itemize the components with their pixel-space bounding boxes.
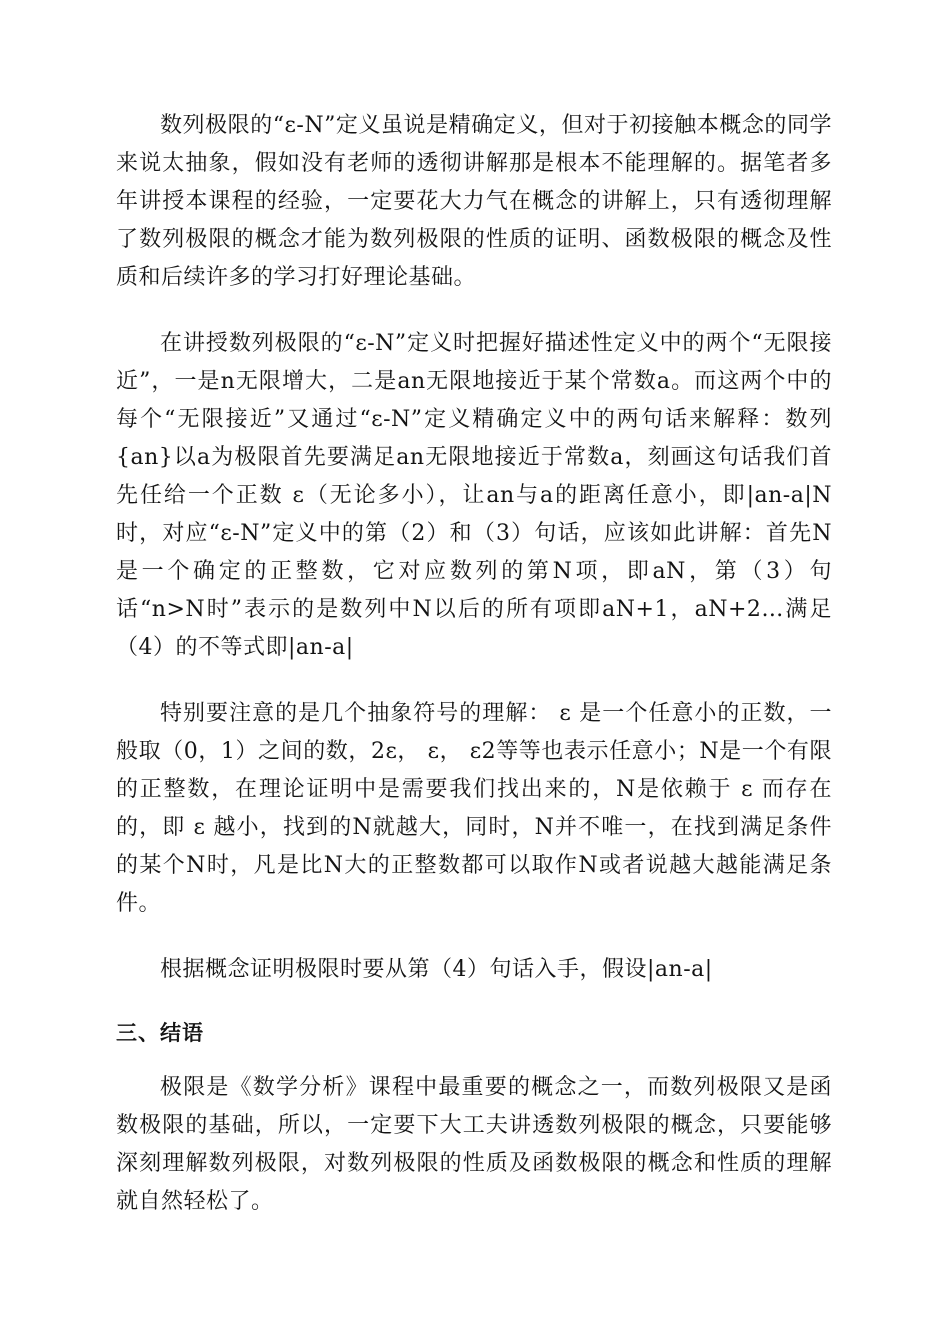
paragraph-proof-method: 根据概念证明极限时要从第（4）句话入手，假设|an-a| xyxy=(160,957,713,982)
paragraph-teaching-approach: 在讲授数列极限的“ε-N”定义时把握好描述性定义中的两个“无限接近”，一是n无限增大，二是an无限地接近于某个常数a。而这两个中的每个“无限接近”又通过“ε-N”定义精确定义中的两句话来解释：数列{an}以a为极限首先要满足an无限地接近于常数a，刻画这句话我们首先任给一个正数 ε（无论多小），让an与a的距离任意小，即|an-a|N时，对应“ε-N”定义中的第（2）和（3）句话，应该如此讲解：首先N是一个确定的正整数，它对应数列的第N项，即aN，第（3）句话“n>N时”表示的是数列中N以后的所有项即aN+1，aN+2…满足（4）的不等式即|an-a| xyxy=(116,331,832,660)
paragraph-conclusion: 极限是《数学分析》课程中最重要的概念之一，而数列极限又是函数极限的基础，所以，一定要下大工夫讲透数列极限的概念，只要能够深刻理解数列极限，对数列极限的性质及函数极限的概念和性质的理解就自然轻松了。 xyxy=(116,1075,832,1214)
paragraph-epsilon-n-definition: 数列极限的“ε-N”定义虽说是精确定义，但对于初接触本概念的同学来说太抽象，假如没有老师的透彻讲解那是根本不能理解的。据笔者多年讲授本课程的经验，一定要花大力气在概念的讲解上，只有透彻理解了数列极限的概念才能为数列极限的性质的证明、函数极限的概念及性质和后续许多的学习打好理论基础。 xyxy=(116,113,832,290)
section-heading-conclusion: 三、结语 xyxy=(116,1021,204,1045)
document-page xyxy=(116,107,832,1249)
paragraph-abstract-symbols: 特别要注意的是几个抽象符号的理解： ε 是一个任意小的正数，一般取（0，1）之间的数，2ε， ε， ε2等等也表示任意小；N是一个有限的正整数，在理论证明中是需要我们找出来的，N是依赖于 ε 而存在的，即 ε 越小，找到的N就越大，同时，N并不唯一，在找到满足条件的某个N时，凡是比N大的正整数都可以取作N或者说越大越能满足条件。 xyxy=(116,701,832,916)
